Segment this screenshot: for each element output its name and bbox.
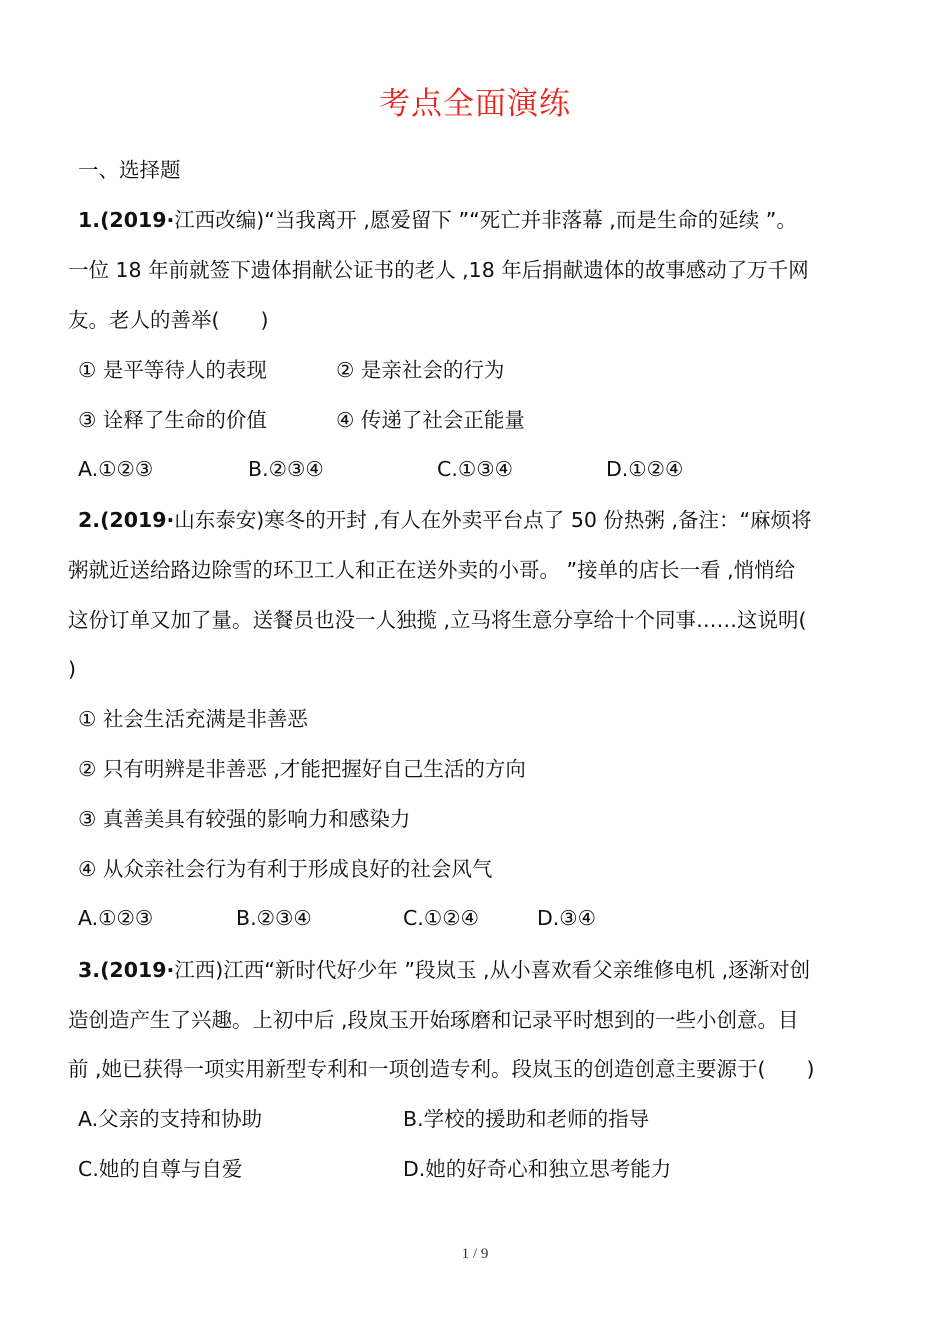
question-1-line-2: 一位 18 年前就签下遗体捐献公证书的老人 ,18 年后捐献遗体的故事感动了万千网	[68, 258, 809, 282]
question-1-line-1	[78, 206, 898, 234]
section-heading: 一、选择题	[78, 158, 181, 182]
question-2-choice-d: D.③④	[537, 906, 597, 930]
question-3-choice-b: B.学校的援助和老师的指导	[403, 1107, 650, 1131]
question-1-choice-c: C.①③④	[437, 457, 513, 481]
question-2-statement-4: ④ 从众亲社会行为有利于形成良好的社会风气	[78, 857, 493, 881]
question-3-line-2: 造创造产生了兴趣。上初中后 ,段岚玉开始琢磨和记录平时想到的一些小创意。目	[68, 1008, 799, 1032]
question-2-line-3: 这份订单又加了量。送餐员也没一人独揽 ,立马将生意分享给十个同事……这说明(	[68, 608, 807, 632]
question-2-statement-3: ③ 真善美具有较强的影响力和感染力	[78, 807, 411, 831]
question-2-text: 山东泰安)寒冬的开封 ,有人在外卖平台点了 50 份热粥 ,备注：“麻烦将	[174, 508, 812, 532]
question-3-line-1	[78, 956, 898, 984]
question-3-line-3: 前 ,她已获得一项实用新型专利和一项创造专利。段岚玉的创造创意主要源于( )	[68, 1057, 815, 1081]
page-number: 1 / 9	[461, 1246, 489, 1262]
question-1-text: 江西改编)“当我离开 ,愿爱留下 ”“死亡并非落幕 ,而是生命的延续 ”。	[174, 208, 797, 232]
question-2-choice-c: C.①②④	[403, 906, 479, 930]
question-2-line-4: )	[68, 657, 76, 681]
question-2-source: (2019·	[100, 508, 175, 532]
question-2-choice-b: B.②③④	[236, 906, 312, 930]
question-1-statement-2: ② 是亲社会的行为	[336, 358, 505, 382]
question-1-number: 1.	[78, 208, 101, 232]
question-3-choice-a: A.父亲的支持和协助	[78, 1107, 263, 1131]
question-2-number: 2.	[78, 508, 101, 532]
question-3-number: 3.	[78, 958, 101, 982]
question-2-statement-1: ① 社会生活充满是非善恶	[78, 707, 308, 731]
question-2-line-1	[78, 506, 898, 534]
question-1-line-3: 友。老人的善举( )	[68, 308, 269, 332]
question-1-choice-b: B.②③④	[248, 457, 324, 481]
question-1-choice-d: D.①②④	[606, 457, 684, 481]
question-3-choice-c: C.她的自尊与自爱	[78, 1157, 243, 1181]
question-2-statement-2: ② 只有明辨是非善恶 ,才能把握好自己生活的方向	[78, 757, 526, 781]
question-1-source: (2019·	[100, 208, 175, 232]
question-3-text: 江西)江西“新时代好少年 ”段岚玉 ,从小喜欢看父亲维修电机 ,逐渐对创	[174, 958, 811, 982]
question-3-choice-d: D.她的好奇心和独立思考能力	[403, 1157, 672, 1181]
question-1-statement-4: ④ 传递了社会正能量	[336, 408, 525, 432]
question-1-statement-1: ① 是平等待人的表现	[78, 358, 267, 382]
question-2-line-2: 粥就近送给路边除雪的环卫工人和正在送外卖的小哥。 ”接单的店长一看 ,悄悄给	[68, 558, 796, 582]
question-1-statement-3: ③ 诠释了生命的价值	[78, 408, 267, 432]
question-1-choice-a: A.①②③	[78, 457, 154, 481]
question-3-source: (2019·	[100, 958, 175, 982]
page-title: 考点全面演练	[379, 86, 571, 122]
question-2-choice-a: A.①②③	[78, 906, 154, 930]
